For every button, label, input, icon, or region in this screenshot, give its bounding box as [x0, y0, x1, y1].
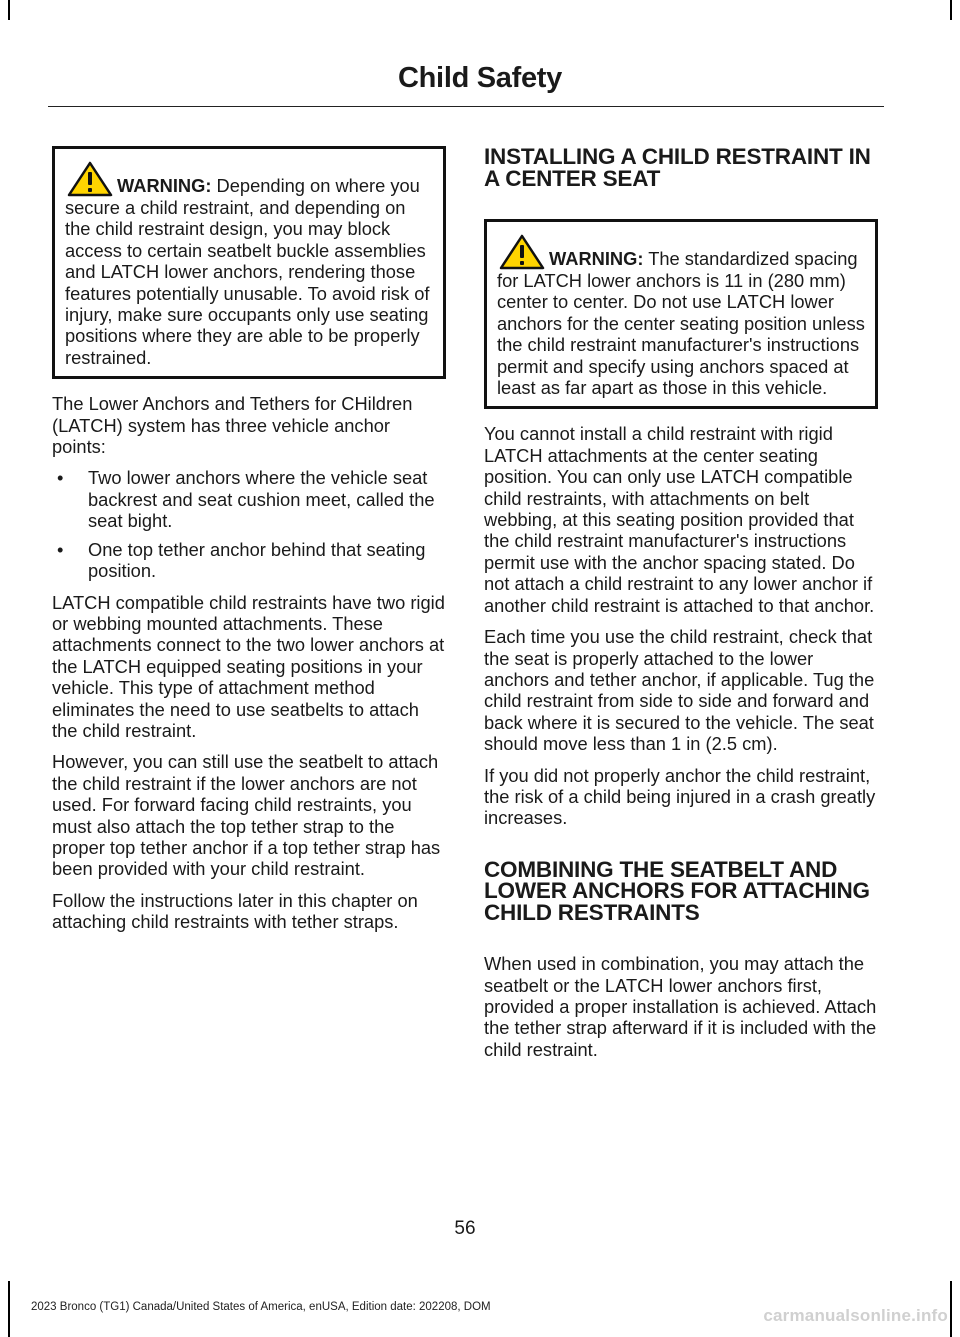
header-divider: [48, 106, 884, 107]
page-title: Child Safety: [398, 62, 562, 94]
crop-mark-top-right: [950, 0, 952, 20]
body-paragraph: LATCH compatible child restraints have two rigid or webbing mounted attachments. These attachments connect to the two lower anchors at the LATCH equipped seating positions in your vehicle. This type of attachment method eliminates the need to use seatbelts to attach the child restraint.: [52, 591, 445, 741]
bullet-mark: •: [57, 467, 64, 489]
warning-label: WARNING:: [549, 248, 644, 269]
warning-text-right: [497, 234, 867, 398]
list-item-text: Two lower anchors where the vehicle seat backrest and seat cushion meet, called the seat bight.: [88, 467, 435, 532]
edition-footer: 2023 Bronco (TG1) Canada/United States of America, enUSA, Edition date: 202208, DOM: [31, 1301, 491, 1313]
body-paragraph: You cannot install a child restraint with rigid LATCH attachments at the center seating position. You can only use LATCH compatible child restraints, with attachments on belt webbing, at this seating position provided that the child restraint manufacturer's instructions permit use with the anchor spacing stated. Do not attach a child restraint to any lower anchor if another child restraint is attached to that anchor.: [484, 423, 875, 616]
warning-triangle-icon: [67, 161, 113, 197]
crop-mark-bottom-right: [950, 1281, 952, 1337]
warning-box-left: [52, 146, 446, 379]
section-heading-combining: COMBINING THE SEATBELT AND LOWER ANCHORS FOR ATTACHING CHILD RESTRAINTS: [484, 856, 870, 925]
right-column: [484, 146, 878, 1070]
crop-mark-top-left: [8, 0, 10, 20]
warning-label: WARNING:: [117, 175, 212, 196]
latch-intro-paragraph: The Lower Anchors and Tethers for CHildren (LATCH) system has three vehicle anchor points:: [52, 393, 413, 458]
warning-body: The standardized spacing for LATCH lower anchors is 11 in (280 mm) center to center. Do not use LATCH lower anchors for the center seating position unless the child restraint manufacturer's instructions permit and specify using anchors spaced at least as far apart as those in this vehicle.: [497, 248, 865, 399]
warning-box-right: [484, 219, 878, 409]
list-item: [52, 467, 446, 531]
body-paragraph: When used in combination, you may attach the seatbelt or the LATCH lower anchors first, provided a proper installation is achieved. Attach the tether strap afterward if it is included with the child restraint.: [484, 953, 877, 1060]
warning-triangle-icon: [499, 234, 545, 270]
anchor-points-list: [52, 467, 446, 581]
page-number: 56: [454, 1218, 476, 1239]
section-heading-center-seat: INSTALLING A CHILD RESTRAINT IN A CENTER SEAT: [484, 144, 871, 191]
body-paragraph: If you did not properly anchor the child restraint, the risk of a child being injured in a crash greatly increases.: [484, 764, 876, 829]
body-paragraph: However, you can still use the seatbelt to attach the child restraint if the lower anchors are not used. For forward facing child restraints, you must also attach the top tether strap to the proper top tether anchor if a top tether strap has been provided with your child restraint.: [52, 751, 441, 880]
crop-mark-bottom-left: [8, 1281, 10, 1337]
left-column: [52, 146, 446, 943]
body-paragraph: Follow the instructions later in this chapter on attaching child restraints with tether straps.: [52, 889, 418, 933]
list-item: [52, 539, 446, 582]
list-item-text: One top tether anchor behind that seating position.: [88, 538, 426, 582]
bullet-mark: •: [57, 538, 64, 560]
body-paragraph: Each time you use the child restraint, check that the seat is properly attached to the lower anchors and tether anchor, if applicable. Tug the child restraint from side to side and forward and back where it is secured to the vehicle. The seat should move less than 1 in (2.5 cm).: [484, 626, 875, 755]
warning-body: Depending on where you secure a child restraint, and depending on the child restraint design, you may block access to certain seatbelt buckle assemblies and LATCH lower anchors, rendering those features potentially unusable. To avoid risk of injury, make sure occupants only use seating positions where they are able to be properly restrained.: [65, 175, 430, 368]
warning-text-left: [65, 161, 435, 368]
watermark: carmanualsonline.info: [763, 1306, 948, 1325]
